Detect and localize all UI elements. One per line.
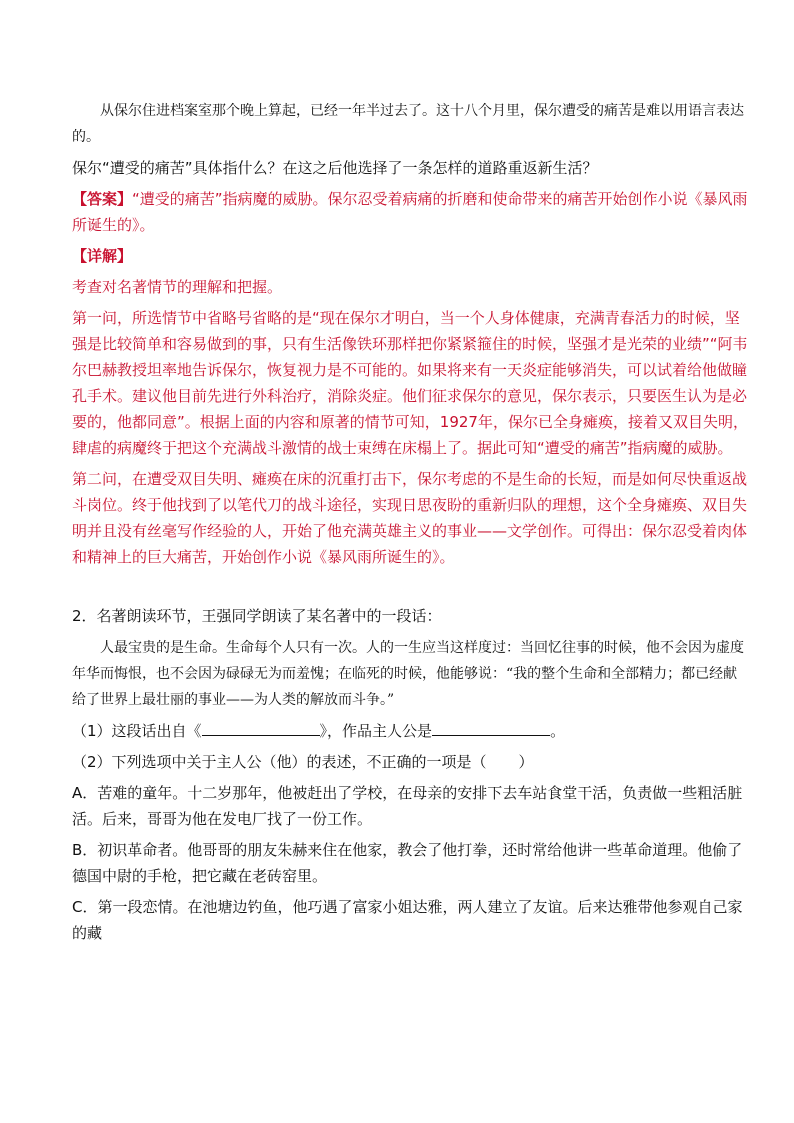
question-2-sub1 (72, 718, 750, 744)
detail-intro: 考查对名著情节的理解和把握。 (72, 278, 283, 296)
detail-paragraph-2: 第二问，在遭受双目失明、瘫痪在床的沉重打击下，保尔考虑的不是生命的长短，而是如何尽快重返战斗岗位。终于他找到了以笔代刀的战斗途径，实现日思夜盼的重新归队的理想，这个全身瘫痪、双目失明并且没有丝毫写作经验的人，开始了他充满英雄主义的事业——文学创作。可得出：保尔忍受着肉体和精神上的巨大痛苦，开始创作小说《暴风雨所诞生的》。 (72, 470, 748, 566)
option-c: C．第一段恋情。在池塘边钓鱼，他巧遇了富家小姐达雅，两人建立了友谊。后来达雅带他参观自己家的藏 (72, 898, 743, 942)
detail-label: 【详解】 (72, 247, 133, 265)
section-gap (72, 575, 750, 603)
protagonist-blank[interactable] (432, 721, 550, 736)
sub1-middle: 》，作品主人公是 (319, 722, 433, 740)
answer-block (72, 186, 750, 238)
question-2-sub2 (72, 749, 750, 775)
detail-label-row (72, 243, 750, 269)
answer-text: “遭受的痛苦”指病魔的威胁。保尔忍受着病痛的折磨和使命带来的痛苦开始创作小说《暴风雨所诞生的》。 (72, 190, 748, 234)
answer-label: 【答案】 (72, 190, 133, 208)
sub2-suffix: ） (518, 753, 534, 771)
sub1-suffix: 。 (550, 722, 566, 740)
question-2-title: 2．名著朗读环节，王强同学朗读了某名著中的一段话： (72, 607, 442, 625)
excerpt-quote: 从保尔住进档案室那个晚上算起，已经一年半过去了。这十八个月里，保尔遭受的痛苦是难以用语言表达的。 (72, 103, 744, 145)
detail-paragraph-1: 第一问，所选情节中省略号省略的是“现在保尔才明白，当一个人身体健康，充满青春活力的时候，坚强是比较简单和容易做到的事，只有生活像铁环那样把你紧紧箍住的时候，坚强才是光荣的业绩”“阿韦尔巴赫教授坦率地告诉保尔，恢复视力是不可能的。如果将来有一天炎症能够消失，可以试着给他做瞳孔手术。建议他目前先进行外科治疗，消除炎症。他们征求保尔的意见，保尔表示，只要医生认为是必要的，他都同意”。根据上面的内容和原著的情节可知，1927年，保尔已全身瘫痪，接着又双目失明，肆虐的病魔终于把这个充满战斗激情的战士束缚在床榻上了。据此可知“遭受的痛苦”指病魔的威胁。 (72, 309, 748, 457)
sub2-prefix: （2）下列选项中关于主人公（他）的表述，不正确的一项是（ (72, 753, 487, 771)
sub1-prefix: （1）这段话出自《 (72, 722, 202, 740)
question-1: 保尔“遭受的痛苦”具体指什么？在这之后他选择了一条怎样的道路重返新生活？ (72, 159, 598, 177)
book-title-blank[interactable] (202, 721, 320, 736)
option-a: A．苦难的童年。十二岁那年，他被赶出了学校，在母亲的安排下去车站食堂干活，负责做一些粗活脏活。后来，哥哥为他在发电厂找了一份工作。 (72, 784, 743, 828)
question-2-quote: 人最宝贵的是生命。生命每个人只有一次。人的一生应当这样度过：当回忆往事的时候，他不会因为虚度年华而悔恨，也不会因为碌碌无为而羞愧；在临死的时候，他能够说：“我的整个生命和全部精力；都已经献给了世界上最壮丽的事业——为人类的解放而斗争。” (72, 640, 744, 708)
option-b: B．初识革命者。他哥哥的朋友朱赫来住在他家，教会了他打拳，还时常给他讲一些革命道理。他偷了德国中尉的手枪，把它藏在老砖窑里。 (72, 841, 743, 885)
